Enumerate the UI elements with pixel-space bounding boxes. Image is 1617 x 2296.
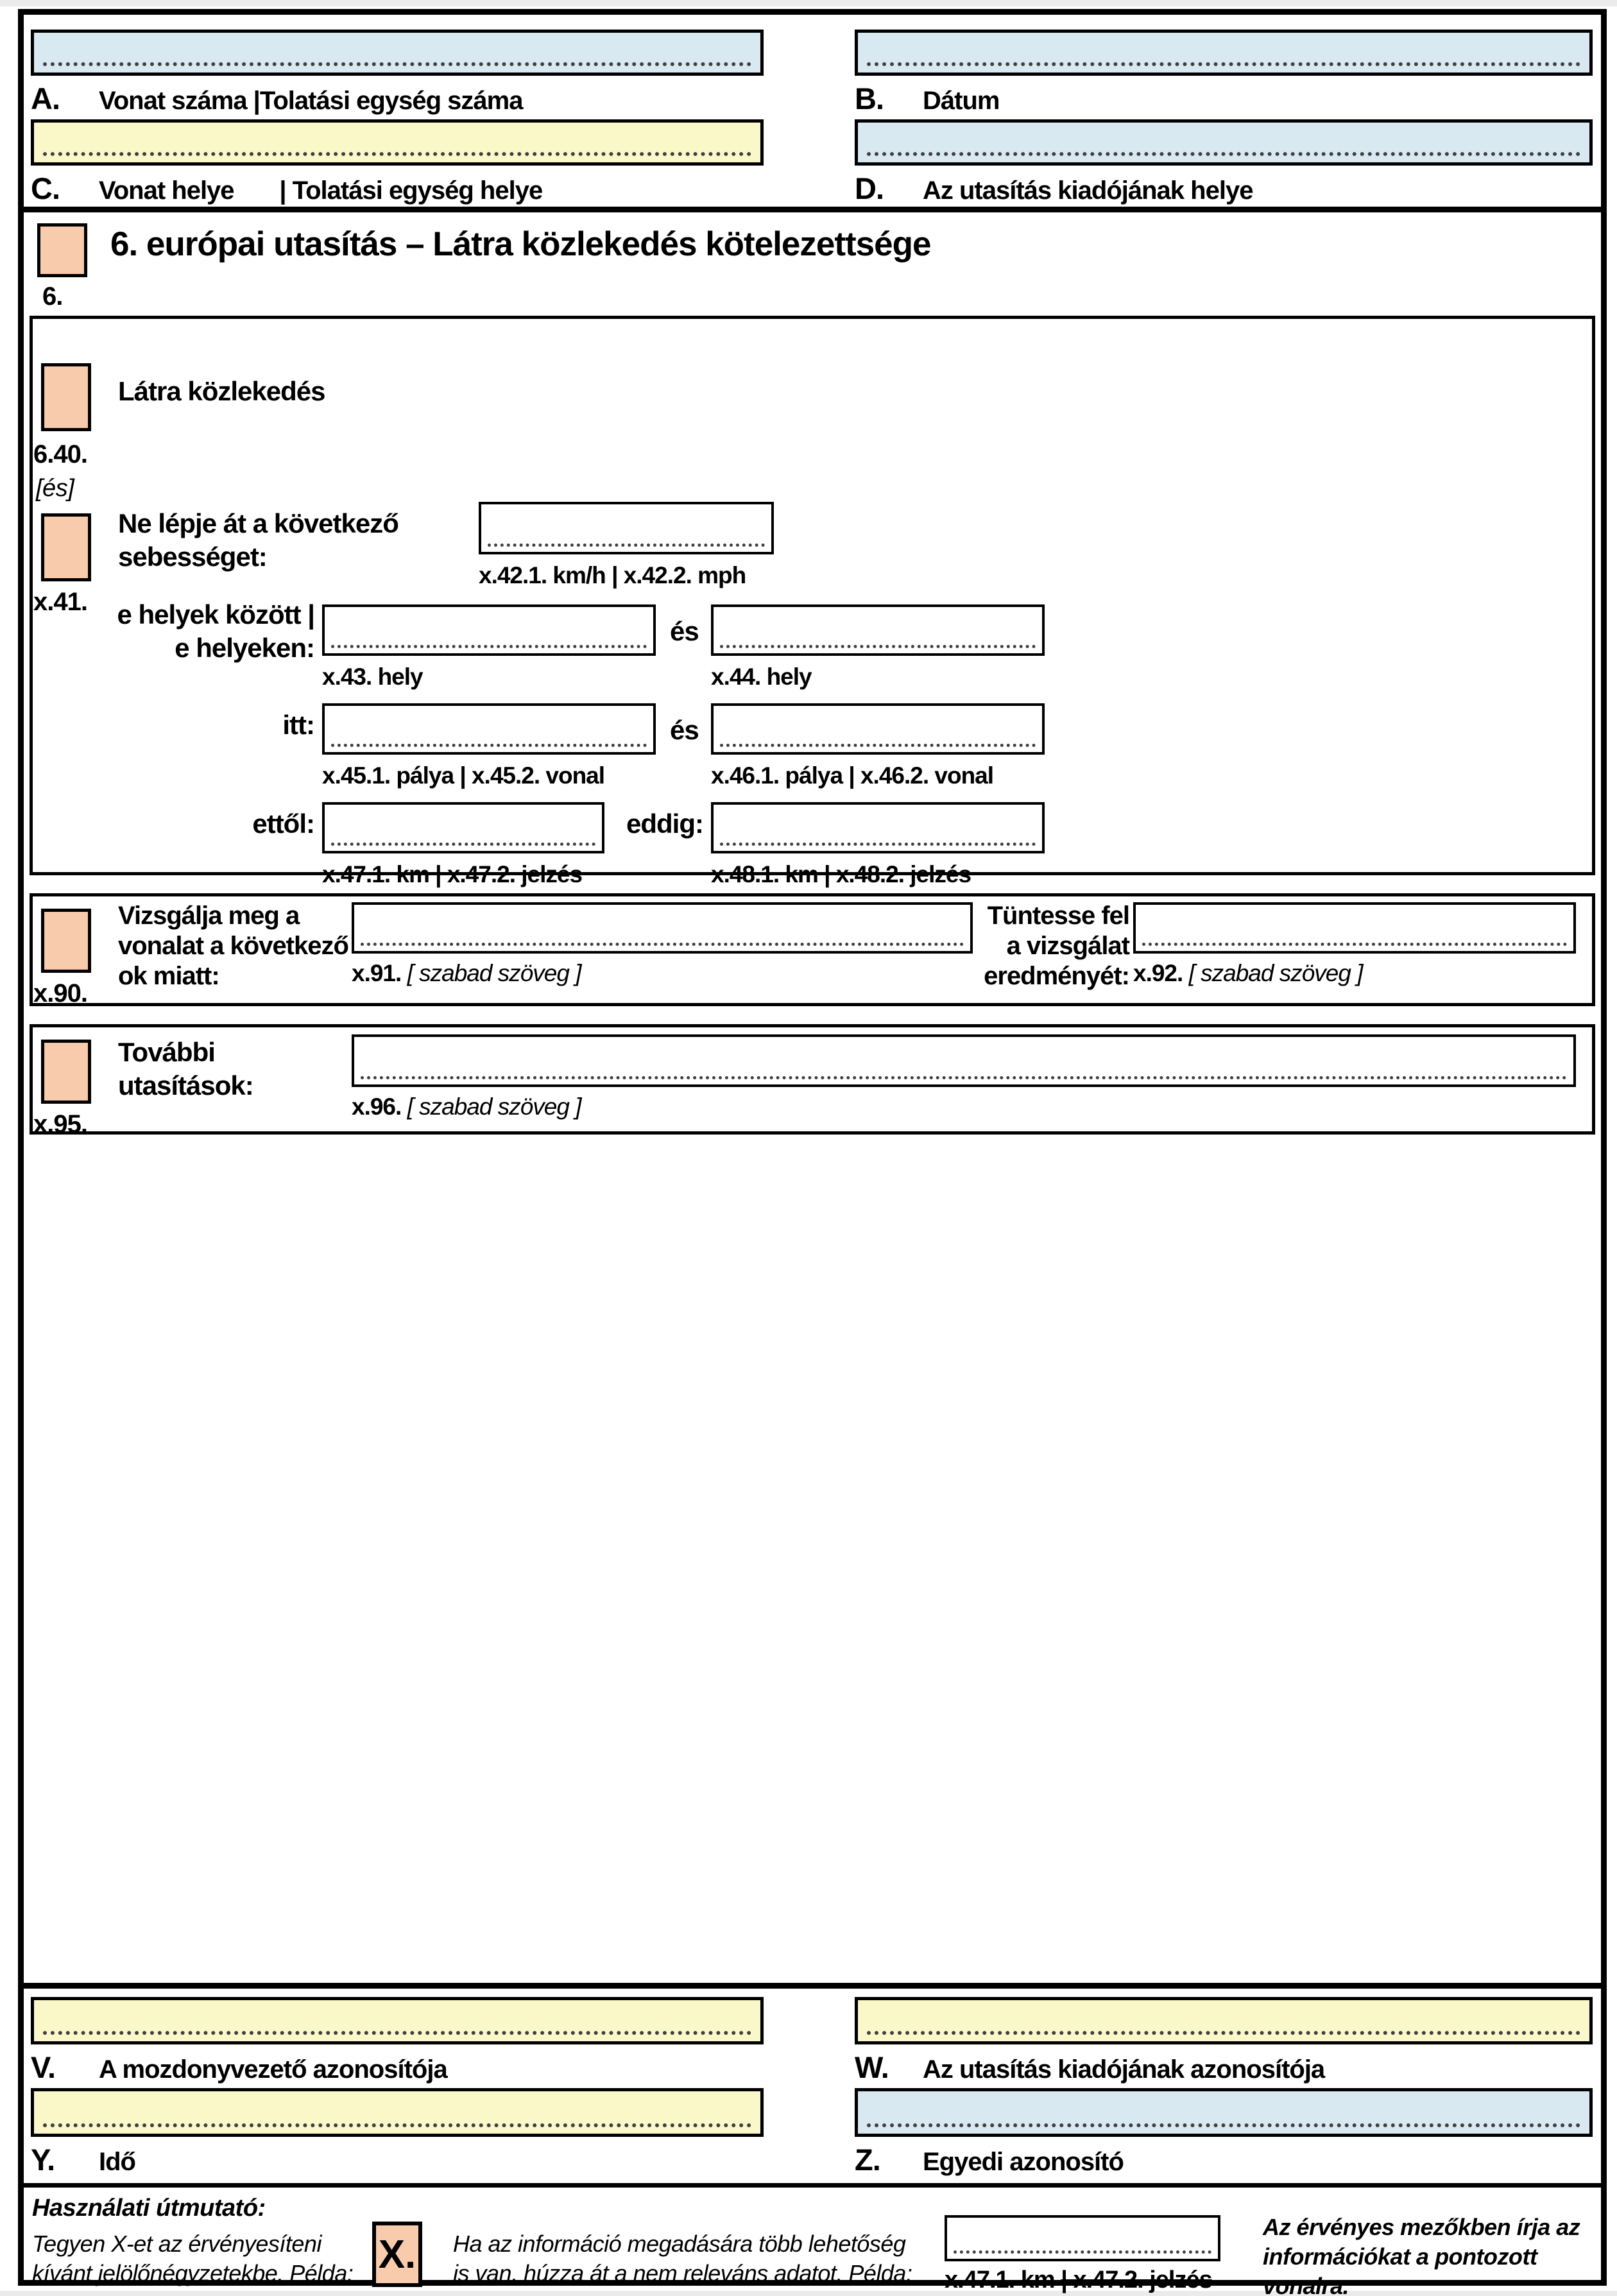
footer-tick-line2: kívánt jelölőnégyzetekbe. Példa: [32,2260,354,2286]
caption-x-47: x.47.1. km | x.47.2. jelzés [322,861,583,887]
input-x-96-instructions[interactable] [352,1034,1576,1087]
page-edge-top [0,0,1617,6]
footer-tick-line1: Tegyen X-et az érvényesíteni [32,2231,321,2257]
dotted-line [1142,943,1567,946]
section-6-code: 6. [42,282,63,311]
footer-valid-line3: vonalra. [1263,2273,1349,2296]
label-further-line1: További [118,1037,215,1067]
divider [24,1983,1601,1989]
checkbox-6-40[interactable] [41,363,91,431]
code-x-95: x.95. [33,1110,87,1138]
input-x-48-km[interactable] [711,802,1045,853]
field-d-letter: D. [855,171,884,205]
example-caption [945,2266,1212,2294]
field-w-issuer-id[interactable] [855,1997,1593,2044]
input-x-46-track[interactable] [711,703,1045,755]
example-input-box [945,2215,1220,2261]
dotted-line [43,152,751,156]
example-caption-kept: x.47.1. km [945,2266,1061,2293]
field-d-issuer-location[interactable] [855,119,1593,166]
field-c-text: Vonat helye | Tolatási egység helye [99,176,543,205]
caption-x-91-code: x.91. [352,960,402,986]
label-further-line2: utasítások: [118,1070,253,1101]
label-further-instructions [118,1036,253,1102]
dotted-line [331,645,647,648]
label-between-line2: e helyeken: [175,633,314,663]
dotted-line [361,1076,1567,1079]
label-examine-line2: vonalat a következő [118,932,348,960]
field-b-letter: B. [855,81,884,116]
caption-x-91-free-text: [ szabad szöveg ] [407,960,581,986]
field-z-label [855,2142,1124,2177]
example-x-mark: X. [378,2232,416,2277]
input-x-44-place[interactable] [711,604,1045,656]
field-y-letter: Y. [31,2143,55,2177]
dotted-line [720,843,1036,846]
field-b-label [855,81,999,116]
dotted-line [331,744,647,747]
dotted-line [43,2123,751,2127]
footer-valid-line1: Az érvényes mezőkben írja az [1263,2214,1580,2240]
field-b-date[interactable] [855,30,1593,76]
checkbox-x-95[interactable] [41,1040,91,1104]
field-a-train-number[interactable] [31,30,764,76]
dotted-line [954,2250,1211,2254]
field-v-driver-id[interactable] [31,1997,764,2044]
field-z-unique-id[interactable] [855,2088,1593,2137]
label-examine-line1: Vizsgálja meg a [118,902,300,930]
caption-x-92 [1133,960,1363,987]
footer-valid-instruction [1263,2213,1580,2296]
label-result [980,901,1129,991]
dotted-line [867,2031,1580,2035]
section-title: 6. európai utasítás – Látra közlekedés kötelezettsége [110,225,931,263]
field-y-time[interactable] [31,2088,764,2137]
dotted-line [867,152,1580,156]
label-and-2: és [670,715,699,745]
field-v-text: A mozdonyvezető azonosítója [99,2055,447,2084]
label-between-places [83,598,314,665]
label-here: itt: [282,710,314,740]
field-c-train-location[interactable] [31,119,764,166]
field-w-text: Az utasítás kiadójának azonosítója [923,2055,1325,2084]
example-caption-struck: | x.47.2. jelzés [1061,2266,1212,2293]
label-result-line1: Tüntesse fel [987,902,1129,930]
checkbox-x-90[interactable] [41,909,91,973]
field-y-label [31,2142,135,2177]
caption-x-96-code: x.96. [352,1093,402,1120]
input-x-92-result[interactable] [1133,902,1576,954]
caption-x-91 [352,960,581,987]
dotted-line [488,544,765,547]
label-result-line3: eredményét: [984,962,1129,990]
dotted-line [361,943,964,946]
connector-es: [és] [36,475,74,502]
field-a-label [31,81,522,116]
divider [24,2183,1601,2188]
field-c-letter: C. [31,171,60,205]
field-w-label [855,2050,1324,2085]
code-x-90: x.90. [33,979,87,1007]
field-d-text: Az utasítás kiadójának helye [923,176,1253,205]
label-from: ettől: [252,809,314,839]
field-y-text: Idő [99,2148,135,2176]
field-b-text: Dátum [923,87,1000,115]
divider [24,207,1601,212]
checkbox-x-41[interactable] [41,513,91,581]
label-speed-limit [118,507,398,574]
dotted-line [331,843,595,846]
label-to: eddig: [626,809,703,839]
field-c-label [31,171,542,206]
caption-x-46: x.46.1. pálya | x.46.2. vonal [711,762,994,789]
input-x-91-reason[interactable] [352,902,973,954]
input-x-45-track[interactable] [322,703,656,755]
caption-x-43: x.43. hely [322,664,423,690]
input-x-43-place[interactable] [322,604,656,656]
input-x-47-km[interactable] [322,802,604,853]
caption-x-45: x.45.1. pálya | x.45.2. vonal [322,762,605,789]
label-examine-line3: ok miatt: [118,962,219,990]
code-x-41: x.41. [33,588,87,616]
field-v-letter: V. [31,2050,56,2084]
dotted-line [720,645,1036,648]
field-a-letter: A. [31,81,60,116]
footer-cross-instruction [453,2229,912,2288]
dotted-line [43,62,751,66]
field-z-letter: Z. [855,2143,880,2177]
footer-tick-instruction [32,2229,353,2288]
footer-cross-line2: is van, húzza át a nem releváns adatot. Példa: [453,2260,912,2286]
example-x-checkbox [372,2222,422,2287]
caption-x-92-free-text: [ szabad szöveg ] [1188,960,1363,986]
footer-cross-line1: Ha az információ megadására több lehetőség [453,2231,906,2257]
dotted-line [867,2123,1580,2127]
dotted-line [720,744,1036,747]
caption-x-96 [352,1093,581,1120]
footer-valid-line2: információkat a pontozott [1263,2243,1537,2270]
field-z-text: Egyedi azonosító [923,2148,1124,2176]
code-6-40: 6.40. [33,440,87,468]
caption-x-42: x.42.1. km/h | x.42.2. mph [479,562,746,588]
caption-x-48: x.48.1. km | x.48.2. jelzés [711,861,971,887]
label-speed-limit-line2: sebességet: [118,542,267,572]
section-6-checkbox[interactable] [37,223,87,277]
caption-x-44: x.44. hely [711,664,812,690]
label-between-line1: e helyek között | [117,599,314,630]
caption-x-96-free-text: [ szabad szöveg ] [407,1093,581,1120]
caption-x-92-code: x.92. [1133,960,1183,986]
field-w-letter: W. [855,2050,889,2084]
label-and-1: és [670,616,699,646]
label-latra-kozlekedes: Látra közlekedés [118,376,325,406]
field-v-label [31,2050,447,2085]
field-d-label [855,171,1253,206]
label-result-line2: a vizsgálat [1006,932,1129,960]
label-speed-limit-line1: Ne lépje át a következő [118,508,398,538]
field-a-text: Vonat száma |Tolatási egység száma [99,87,523,115]
dotted-line [867,62,1580,66]
input-x-42-speed[interactable] [479,502,774,554]
label-examine-line [118,901,348,991]
footer-heading: Használati útmutató: [32,2195,266,2222]
dotted-line [43,2031,751,2035]
